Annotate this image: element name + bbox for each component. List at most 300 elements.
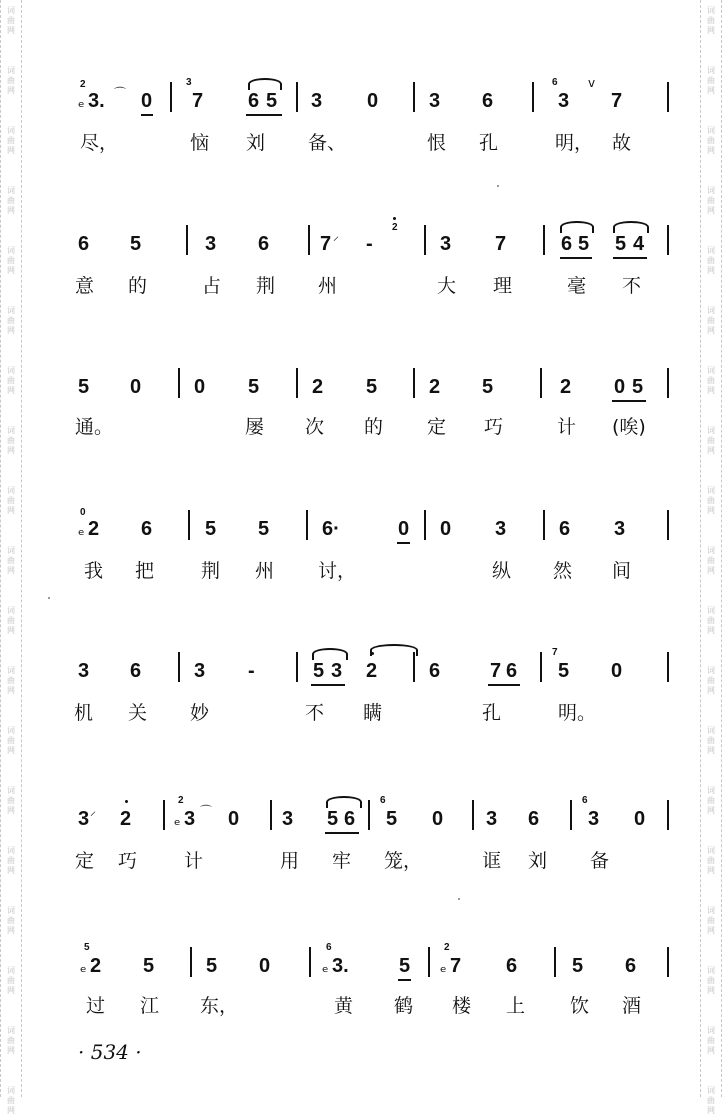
note: 0 [440, 518, 452, 540]
lyric: 江 [140, 995, 160, 1017]
note: 3 [194, 660, 206, 682]
watermark-char: 曲 [707, 16, 715, 25]
scan-speck [458, 898, 460, 900]
lyric: 东， [200, 995, 239, 1017]
watermark-char: 词 [7, 66, 15, 75]
watermark-char: 网 [7, 146, 15, 155]
watermark-char: 曲 [7, 976, 15, 985]
note: 5 [399, 955, 411, 977]
note: 2 [88, 518, 100, 540]
watermark-char: 网 [707, 146, 715, 155]
watermark-char: 网 [707, 386, 715, 395]
lyric: 孔 [482, 702, 502, 724]
watermark-char: 词 [7, 1026, 15, 1035]
note: 5 [313, 660, 325, 682]
lyric: 意 [75, 275, 95, 297]
watermark-char: 曲 [7, 316, 15, 325]
barline [667, 800, 669, 830]
watermark-char: 网 [7, 26, 15, 35]
slur [248, 78, 282, 90]
lyric: 尽， [80, 132, 119, 154]
watermark-char: 曲 [707, 436, 715, 445]
lyric: 明， [555, 132, 594, 154]
barline [296, 652, 298, 682]
note: 2 [366, 660, 378, 682]
note: 2 [560, 376, 572, 398]
watermark-char: 词 [7, 906, 15, 915]
watermark-char: 网 [7, 206, 15, 215]
grace-note: 2 [80, 79, 86, 90]
note: 3 [614, 518, 626, 540]
lyric: 把 [135, 560, 155, 582]
note: 6 [482, 90, 494, 112]
watermark-char: 曲 [7, 496, 15, 505]
watermark-char: 词 [7, 6, 15, 15]
lyric: 诓 [482, 850, 502, 872]
lyric: 恨 [427, 132, 447, 154]
note: 6 [561, 233, 573, 255]
barline [413, 82, 415, 112]
lyric: (唉) [612, 416, 646, 438]
note-underline [141, 114, 153, 116]
note: 3 [311, 90, 323, 112]
barline [424, 510, 426, 540]
barline [186, 225, 188, 255]
barline [532, 82, 534, 112]
octave-dot [125, 800, 128, 803]
note: 0 [634, 808, 646, 830]
note: 5 [143, 955, 155, 977]
grace-note: 6 [380, 795, 386, 806]
note: 6 [528, 808, 540, 830]
watermark-char: 词 [7, 486, 15, 495]
breath-mark: ⌒ [200, 804, 213, 818]
score-system-2 [0, 143, 722, 297]
note: 5 [78, 376, 90, 398]
grace-note: 2 [444, 942, 450, 953]
note-underline [325, 832, 359, 834]
lyric: 楼 [452, 995, 472, 1017]
watermark-char: 曲 [7, 16, 15, 25]
barline [570, 800, 572, 830]
note: 5 [266, 90, 278, 112]
watermark-char: 网 [7, 866, 15, 875]
watermark-char: 词 [7, 366, 15, 375]
lyric: 巧 [484, 416, 504, 438]
watermark-char: 曲 [707, 796, 715, 805]
barline [178, 368, 180, 398]
lyric: 然 [553, 560, 573, 582]
note: 5 [572, 955, 584, 977]
watermark-char: 网 [707, 446, 715, 455]
watermark-char: 词 [707, 606, 715, 615]
lyric: 屡 [245, 416, 265, 438]
grace-note: 2 [178, 795, 184, 806]
watermark-char: 网 [7, 86, 15, 95]
lyric: 的 [128, 275, 148, 297]
lyric: 的 [364, 416, 384, 438]
score-system-4 [0, 428, 722, 582]
note: 3 [588, 808, 600, 830]
note: 7 [495, 233, 507, 255]
watermark-char: 曲 [7, 196, 15, 205]
barline [163, 800, 165, 830]
watermark-char: 网 [707, 1046, 715, 1055]
note: 6· [322, 518, 340, 540]
lyric: 牢 [332, 850, 352, 872]
lyric: 通。 [75, 416, 114, 438]
note-underline [397, 542, 410, 544]
watermark-char: 曲 [7, 76, 15, 85]
watermark-char: 词 [7, 726, 15, 735]
watermark-char: 曲 [707, 916, 715, 925]
watermark-char: 词 [707, 726, 715, 735]
watermark-char: 词 [7, 1086, 15, 1095]
lyric: 机 [74, 702, 94, 724]
note: 2 [429, 376, 441, 398]
watermark-char: 网 [7, 446, 15, 455]
lyric: 备 [590, 850, 610, 872]
watermark-char: 曲 [707, 1096, 715, 1105]
watermark-char: 网 [707, 26, 715, 35]
watermark-char: 网 [707, 206, 715, 215]
lyric: 备、 [308, 132, 347, 154]
watermark-char: 曲 [7, 676, 15, 685]
lyric: 关 [128, 702, 148, 724]
note-underline [246, 114, 282, 116]
watermark-char: 词 [707, 906, 715, 915]
barline [667, 225, 669, 255]
watermark-text [701, 1086, 721, 1116]
note: 6 [559, 518, 571, 540]
lyric: 占 [202, 275, 222, 297]
watermark-char: 网 [7, 506, 15, 515]
note-underline [311, 684, 345, 686]
note: 5 [615, 233, 627, 255]
note: 3 [331, 660, 343, 682]
barline [190, 947, 192, 977]
watermark-char: 曲 [7, 916, 15, 925]
note: 6 [625, 955, 637, 977]
slur [370, 644, 418, 656]
note: 6 [506, 660, 518, 682]
watermark-char: 曲 [7, 556, 15, 565]
lyric: 定 [75, 850, 95, 872]
watermark-char: 网 [707, 686, 715, 695]
watermark-char: 网 [707, 566, 715, 575]
watermark-char: 网 [707, 866, 715, 875]
slur [613, 221, 649, 233]
grace-mark: ₑ [322, 957, 329, 976]
lyric: 黄 [334, 995, 354, 1017]
lyric: 鹤 [394, 995, 414, 1017]
lyric: 计 [184, 850, 204, 872]
barline [428, 947, 430, 977]
note: 6 [78, 233, 90, 255]
note: 0 [194, 376, 206, 398]
watermark-char: 曲 [707, 376, 715, 385]
barline [667, 82, 669, 112]
watermark-char: 词 [7, 186, 15, 195]
note: 7 [611, 90, 623, 112]
note: 5 [248, 376, 260, 398]
grace-mark: ₑ [78, 92, 85, 111]
watermark-char: 词 [707, 786, 715, 795]
watermark-char: 曲 [707, 196, 715, 205]
watermark-char: 网 [7, 266, 15, 275]
note: 7 [192, 90, 204, 112]
note: 6 [130, 660, 142, 682]
note: 6 [344, 808, 356, 830]
score-system-6 [0, 718, 722, 872]
note: 5 [130, 233, 142, 255]
lyric: 过 [86, 995, 106, 1017]
note: 5 [578, 233, 590, 255]
glide-mark: ⸝ [90, 804, 97, 818]
watermark-char: 词 [707, 546, 715, 555]
watermark-char: 词 [707, 966, 715, 975]
note: 3 [429, 90, 441, 112]
barline [296, 82, 298, 112]
barline [178, 652, 180, 682]
score-system-5 [0, 570, 722, 724]
octave-dot [393, 217, 396, 220]
scan-speck [48, 597, 50, 599]
note: 3 [486, 808, 498, 830]
watermark-char: 网 [7, 566, 15, 575]
watermark-char: 词 [7, 846, 15, 855]
note: 6 [258, 233, 270, 255]
page-number: · 534 · [78, 1040, 142, 1064]
watermark-char: 词 [707, 186, 715, 195]
watermark-char: 词 [707, 1086, 715, 1095]
note: 0 [398, 518, 410, 540]
note: 3 [495, 518, 507, 540]
grace-note: 6 [326, 942, 332, 953]
watermark-char: 网 [707, 926, 715, 935]
note: 3 [440, 233, 452, 255]
note-underline [488, 684, 520, 686]
note: 3 [205, 233, 217, 255]
watermark-char: 词 [7, 246, 15, 255]
watermark-char: 词 [7, 606, 15, 615]
grace-mark: ₑ [80, 957, 87, 976]
barline [667, 947, 669, 977]
note: 2 [90, 955, 102, 977]
watermark-char: 曲 [7, 436, 15, 445]
watermark-char: 词 [7, 546, 15, 555]
grace-note: 6 [582, 795, 588, 806]
lyric: 酒 [622, 995, 642, 1017]
slur [560, 221, 594, 233]
barline [413, 368, 415, 398]
grace-note: 6 [552, 77, 558, 88]
watermark-char: 曲 [707, 1036, 715, 1045]
slur [312, 648, 348, 660]
lyric: 州 [318, 275, 338, 297]
note: 0 [611, 660, 623, 682]
watermark-char: 曲 [707, 556, 715, 565]
watermark-char: 曲 [7, 376, 15, 385]
watermark-char: 网 [707, 326, 715, 335]
note: 3 [78, 808, 90, 830]
watermark-char: 网 [7, 746, 15, 755]
lyric: 巧 [118, 850, 138, 872]
watermark-char: 网 [7, 1046, 15, 1055]
score-system-1 [0, 0, 722, 154]
grace-note: 3 [186, 77, 192, 88]
grace-note: 7 [552, 647, 558, 658]
barline [413, 652, 415, 682]
watermark-char: 曲 [7, 796, 15, 805]
lyric: 大 [437, 275, 457, 297]
note: 2 [312, 376, 324, 398]
note: 6 [248, 90, 260, 112]
lyric: 上 [506, 995, 526, 1017]
barline [270, 800, 272, 830]
watermark-char: 词 [707, 306, 715, 315]
lyric: 荆 [201, 560, 221, 582]
barline [472, 800, 474, 830]
grace-note: 2 [392, 222, 398, 233]
lyric: 刘 [246, 132, 266, 154]
note: 6 [141, 518, 153, 540]
note: - [248, 660, 255, 682]
watermark-char: 词 [7, 426, 15, 435]
score-system-7 [0, 865, 722, 1017]
note: 3. [332, 955, 349, 977]
lyric: 计 [557, 416, 577, 438]
barline [306, 510, 308, 540]
lyric: 讨， [318, 560, 357, 582]
lyric: 荆 [256, 275, 276, 297]
lyric: 恼 [190, 132, 210, 154]
watermark-char: 网 [707, 1106, 715, 1115]
watermark-char: 曲 [7, 736, 15, 745]
watermark-char: 曲 [7, 256, 15, 265]
lyric: 不 [305, 702, 325, 724]
lyric: 我 [84, 560, 104, 582]
watermark-char: 网 [707, 266, 715, 275]
barline [667, 510, 669, 540]
score-system-3 [0, 286, 722, 438]
lyric: 用 [280, 850, 300, 872]
barline [543, 225, 545, 255]
watermark-char: 词 [7, 306, 15, 315]
barline [540, 652, 542, 682]
watermark-char: 网 [7, 626, 15, 635]
note: 0 [367, 90, 379, 112]
watermark-char: 网 [7, 386, 15, 395]
glide-mark: ⸝ [333, 229, 340, 243]
watermark-char: 曲 [7, 856, 15, 865]
note-underline [613, 257, 647, 259]
watermark-char: 词 [707, 1026, 715, 1035]
note: 5 [258, 518, 270, 540]
watermark-char: 网 [7, 986, 15, 995]
note: 0 [228, 808, 240, 830]
grace-mark: ₑ [78, 520, 85, 539]
grace-note: 5 [84, 942, 90, 953]
note: 5 [558, 660, 570, 682]
note: 7 [450, 955, 462, 977]
watermark-char: 词 [707, 126, 715, 135]
grace-mark: ₑ [440, 957, 447, 976]
note: 3 [184, 808, 196, 830]
barline [368, 800, 370, 830]
grace-note: 0 [80, 507, 86, 518]
note: 5 [206, 955, 218, 977]
lyric: 明。 [558, 702, 597, 724]
note: 3 [78, 660, 90, 682]
watermark-char: 词 [707, 426, 715, 435]
watermark-char: 曲 [707, 736, 715, 745]
note-underline [398, 979, 411, 981]
barline [296, 368, 298, 398]
lyric: 故 [612, 132, 632, 154]
watermark-text [1, 1086, 21, 1116]
lyric: 间 [612, 560, 632, 582]
scan-speck [497, 185, 499, 187]
note: 2 [120, 808, 132, 830]
note: 5 [366, 376, 378, 398]
watermark-char: 网 [707, 506, 715, 515]
watermark-char: 词 [707, 66, 715, 75]
lyric: 饮 [570, 995, 590, 1017]
watermark-char: 曲 [707, 496, 715, 505]
watermark-char: 曲 [707, 316, 715, 325]
watermark-char: 网 [707, 626, 715, 635]
barline [543, 510, 545, 540]
watermark-char: 词 [707, 666, 715, 675]
watermark-char: 曲 [707, 976, 715, 985]
note: 0 [130, 376, 142, 398]
barline [309, 947, 311, 977]
watermark-char: 曲 [7, 136, 15, 145]
watermark-char: 词 [707, 246, 715, 255]
watermark-char: 网 [707, 806, 715, 815]
watermark-char: 曲 [707, 856, 715, 865]
watermark-char: 网 [7, 926, 15, 935]
note: 6 [429, 660, 441, 682]
lyric: 次 [305, 416, 325, 438]
lyric: 笼， [384, 850, 423, 872]
lyric: 孔 [479, 132, 499, 154]
watermark-char: 网 [707, 746, 715, 755]
note: 0 [432, 808, 444, 830]
note: 5 [632, 376, 644, 398]
watermark-char: 网 [707, 986, 715, 995]
barline [424, 225, 426, 255]
note: 7 [490, 660, 502, 682]
watermark-char: 词 [7, 666, 15, 675]
note: 7 [320, 233, 332, 255]
watermark-char: 网 [7, 806, 15, 815]
watermark-char: 词 [707, 6, 715, 15]
barline [667, 368, 669, 398]
watermark-char: 曲 [707, 136, 715, 145]
slur [326, 796, 362, 808]
lyric: 纵 [492, 560, 512, 582]
watermark-char: 曲 [707, 616, 715, 625]
watermark-char: 词 [7, 786, 15, 795]
note: 3 [558, 90, 570, 112]
breath-mark: v [588, 76, 596, 90]
watermark-char: 曲 [7, 1036, 15, 1045]
watermark-char: 曲 [7, 616, 15, 625]
note: 5 [482, 376, 494, 398]
watermark-char: 曲 [707, 256, 715, 265]
